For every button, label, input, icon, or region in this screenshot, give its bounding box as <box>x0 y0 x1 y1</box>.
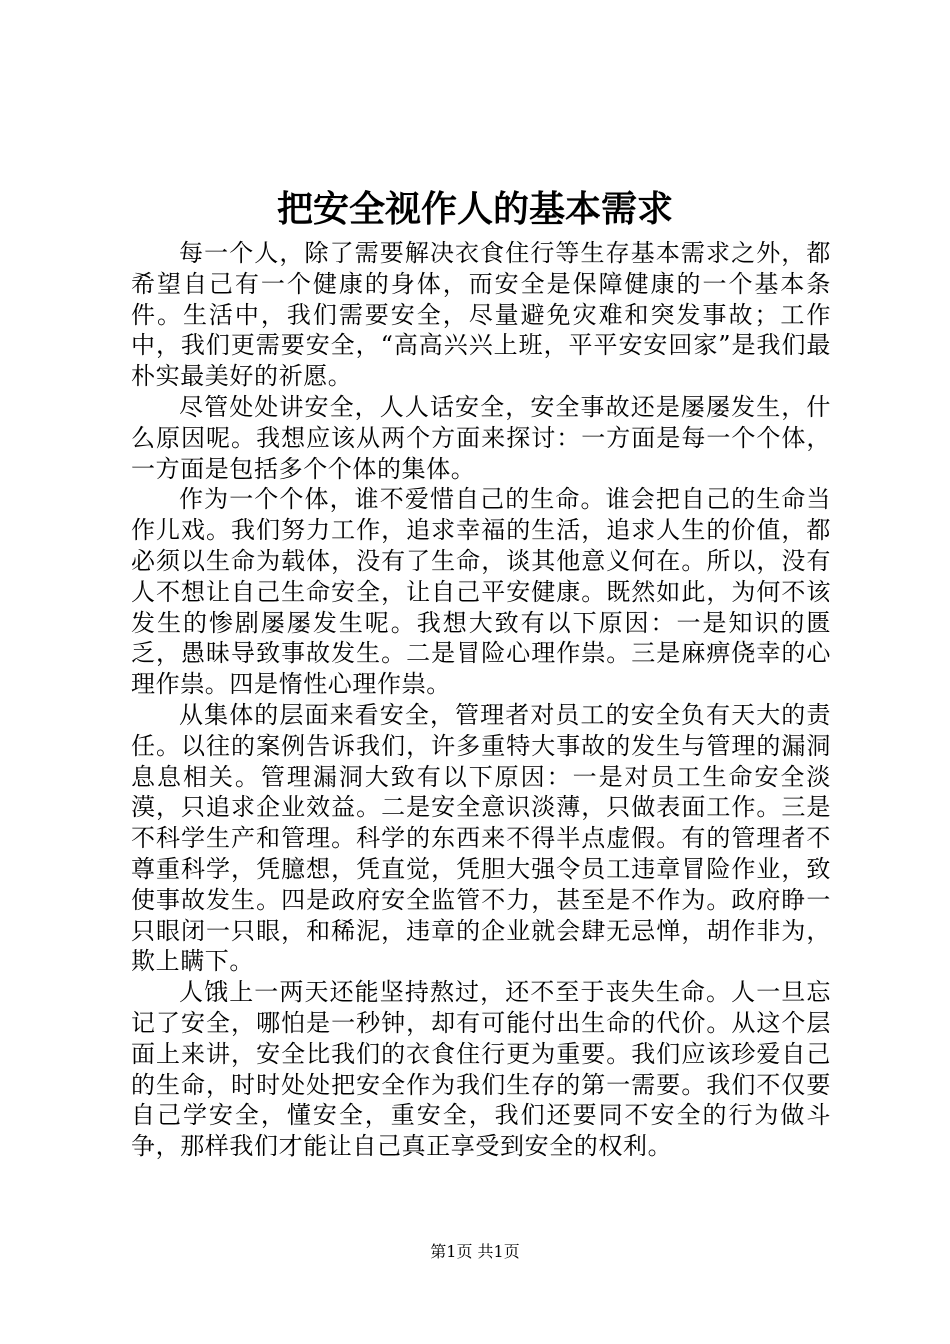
paragraph: 尽管处处讲安全，人人话安全，安全事故还是屡屡发生，什么原因呢。我想应该从两个方面来探讨：一方面是每一个个体，一方面是包括多个个体的集体。 <box>131 392 831 483</box>
document-title: 把安全视作人的基本需求 <box>276 188 673 230</box>
paragraph: 从集体的层面来看安全，管理者对员工的安全负有天大的责任。以往的案例告诉我们，许多重特大事故的发生与管理的漏洞息息相关。管理漏洞大致有以下原因：一是对员工生命安全淡漠，只追求企业效益。二是安全意识淡薄，只做表面工作。三是不科学生产和管理。科学的东西来不得半点虚假。有的管理者不尊重科学，凭臆想，凭直觉，凭胆大强令员工违章冒险作业，致使事故发生。四是政府安全监管不力，甚至是不作为。政府睁一只眼闭一只眼，和稀泥，违章的企业就会肆无忌惮，胡作非为，欺上瞒下。 <box>131 700 831 976</box>
page-footer: 第1页 共1页 <box>430 1242 520 1261</box>
paragraph: 每一个人，除了需要解决衣食住行等生存基本需求之外，都希望自己有一个健康的身体，而安全是保障健康的一个基本条件。生活中，我们需要安全，尽量避免灾难和突发事故；工作中，我们更需要安全，“高高兴兴上班，平平安安回家”是我们最朴实最美好的祈愿。 <box>131 239 831 391</box>
paragraph: 作为一个个体，谁不爱惜自己的生命。谁会把自己的生命当作儿戏。我们努力工作，追求幸福的生活，追求人生的价值，都必须以生命为载体，没有了生命，谈其他意义何在。所以，没有人不想让自己生命安全，让自己平安健康。既然如此，为何不该发生的惨剧屡屡发生呢。我想大致有以下原因：一是知识的匮乏，愚昧导致事故发生。二是冒险心理作祟。三是麻痹侥幸的心理作祟。四是惰性心理作祟。 <box>131 485 831 699</box>
paragraph: 人饿上一两天还能坚持熬过，还不至于丧失生命。人一旦忘记了安全，哪怕是一秒钟，却有可能付出生命的代价。从这个层面上来讲，安全比我们的衣食住行更为重要。我们应该珍爱自己的生命，时时处处把安全作为我们生存的第一需要。我们不仅要自己学安全，懂安全，重安全，我们还要同不安全的行为做斗争，那样我们才能让自己真正享受到安全的权利。 <box>131 978 831 1161</box>
document-body <box>131 238 831 1162</box>
